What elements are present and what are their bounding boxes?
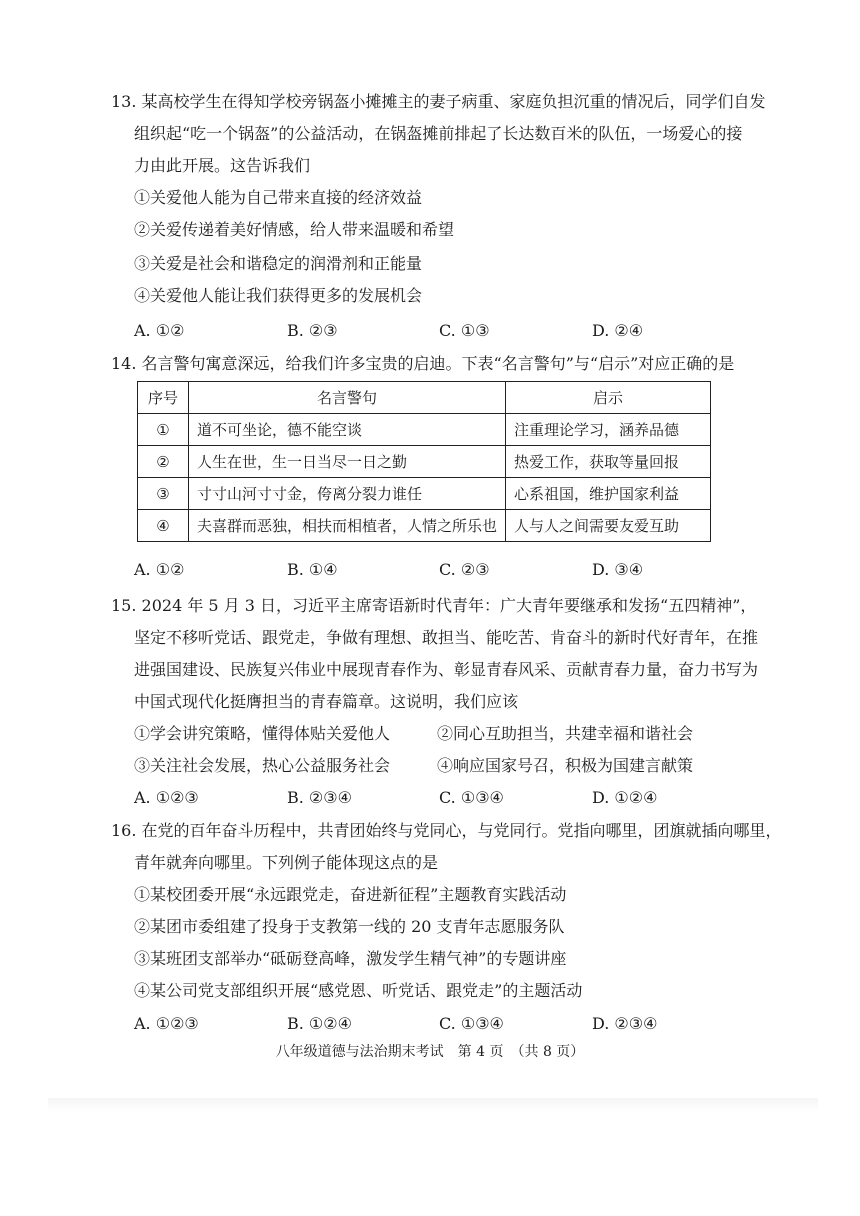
- table-cell-number: ②: [138, 446, 189, 478]
- q15-stem-line-3: 进强国建设、民族复兴伟业中展现青春作为、彰显青春风采、贡献青春力量，奋力书写为: [134, 660, 759, 679]
- table-header-number: 序号: [138, 382, 189, 414]
- table-cell-quote: 寸寸山河寸寸金，侉离分裂力谁任: [189, 478, 506, 510]
- scan-edge-shadow: [48, 1098, 818, 1112]
- q15-option-c: C. ①③④: [439, 788, 504, 807]
- q14-option-d: D. ③④: [592, 560, 644, 579]
- table-cell-quote: 夫喜群而恶独，相扶而相植者，人情之所乐也: [189, 510, 506, 542]
- table-header-lesson: 启示: [506, 382, 711, 414]
- q16-option-a: A. ①②③: [134, 1014, 199, 1033]
- q14-option-b: B. ①④: [287, 560, 338, 579]
- table-cell-lesson: 热爱工作，获取等量回报: [506, 446, 711, 478]
- q13-option-d: D. ②④: [592, 321, 644, 340]
- q14-option-c: C. ②③: [439, 560, 490, 579]
- q16-option-c: C. ①③④: [439, 1014, 504, 1033]
- q13-item-4: ④关爱他人能让我们获得更多的发展机会: [134, 286, 423, 305]
- table-cell-lesson: 心系祖国，维护国家利益: [506, 478, 711, 510]
- table-header-row: [138, 382, 711, 414]
- table-cell-number: ③: [138, 478, 189, 510]
- q16-item-3: ③某班团支部举办“砥砺登高峰，激发学生精气神”的专题讲座: [134, 949, 567, 968]
- q16-option-d: D. ②③④: [592, 1014, 658, 1033]
- q13-option-a: A. ①②: [134, 321, 185, 340]
- q16-stem-line-1: 16. 在党的百年奋斗历程中，共青团始终与党同心，与党同行。党指向哪里，团旗就插向哪里，: [111, 821, 782, 840]
- q15-item-1: ①学会讲究策略，懂得体贴关爱他人: [134, 724, 391, 743]
- q13-stem-line-1: 13. 某高校学生在得知学校旁锅盔小摊摊主的妻子病重、家庭负担沉重的情况后，同学们自发: [111, 92, 766, 111]
- q16-option-b: B. ①②④: [287, 1014, 352, 1033]
- q13-item-3: ③关爱是社会和谐稳定的润滑剂和正能量: [134, 254, 423, 273]
- q15-item-3: ③关注社会发展，热心公益服务社会: [134, 756, 391, 775]
- table-cell-number: ①: [138, 414, 189, 446]
- table-cell-quote: 人生在世，生一日当尽一日之勤: [189, 446, 506, 478]
- q15-stem-line-2: 坚定不移听党话、跟党走，争做有理想、敢担当、能吃苦、肯奋斗的新时代好青年，在推: [134, 628, 759, 647]
- q15-option-d: D. ①②④: [592, 788, 658, 807]
- q15-option-b: B. ②③④: [287, 788, 352, 807]
- q16-item-2: ②某团市委组建了投身于支教第一线的 20 支青年志愿服务队: [134, 917, 565, 936]
- q13-option-b: B. ②③: [287, 321, 338, 340]
- table-row: [138, 478, 711, 510]
- q16-item-4: ④某公司党支部组织开展“感党恩、听党话、跟党走”的主题活动: [134, 981, 583, 1000]
- q15-item-2: ②同心互助担当，共建幸福和谐社会: [437, 724, 694, 743]
- q14-option-a: A. ①②: [134, 560, 185, 579]
- table-row: [138, 446, 711, 478]
- q16-stem-line-2: 青年就奔向哪里。下列例子能体现这点的是: [134, 853, 439, 872]
- q13-stem-line-2: 组织起“吃一个锅盔”的公益活动，在锅盔摊前排起了长达数百米的队伍，一场爱心的接: [134, 124, 743, 143]
- table-cell-lesson: 注重理论学习，涵养品德: [506, 414, 711, 446]
- q13-option-c: C. ①③: [439, 321, 490, 340]
- page-footer: 八年级道德与法治期末考试 第 4 页 （共 8 页）: [275, 1044, 585, 1060]
- q13-item-2: ②关爱传递着美好情感，给人带来温暖和希望: [134, 220, 455, 239]
- q13-item-1: ①关爱他人能为自己带来直接的经济效益: [134, 188, 423, 207]
- table-row: [138, 414, 711, 446]
- q15-item-4: ④响应国家号召，积极为国建言献策: [437, 756, 694, 775]
- q16-item-1: ①某校团委开展“永远跟党走，奋进新征程”主题教育实践活动: [134, 885, 567, 904]
- table-row: [138, 510, 711, 542]
- table-cell-number: ④: [138, 510, 189, 542]
- table-cell-lesson: 人与人之间需要友爱互助: [506, 510, 711, 542]
- table-header-quote: 名言警句: [189, 382, 506, 414]
- q14-stem: 14. 名言警句寓意深远，给我们许多宝贵的启迪。下表“名言警句”与“启示”对应正确的是: [111, 354, 735, 373]
- q13-stem-line-3: 力由此开展。这告诉我们: [134, 156, 311, 175]
- quotes-table: [137, 381, 711, 542]
- q15-option-a: A. ①②③: [134, 788, 199, 807]
- table-cell-quote: 道不可坐论，德不能空谈: [189, 414, 506, 446]
- q15-stem-line-4: 中国式现代化挺膺担当的青春篇章。这说明，我们应该: [134, 692, 519, 711]
- q15-stem-line-1: 15. 2024 年 5 月 3 日，习近平主席寄语新时代青年：广大青年要继承和发扬“五四精神”，: [111, 596, 757, 615]
